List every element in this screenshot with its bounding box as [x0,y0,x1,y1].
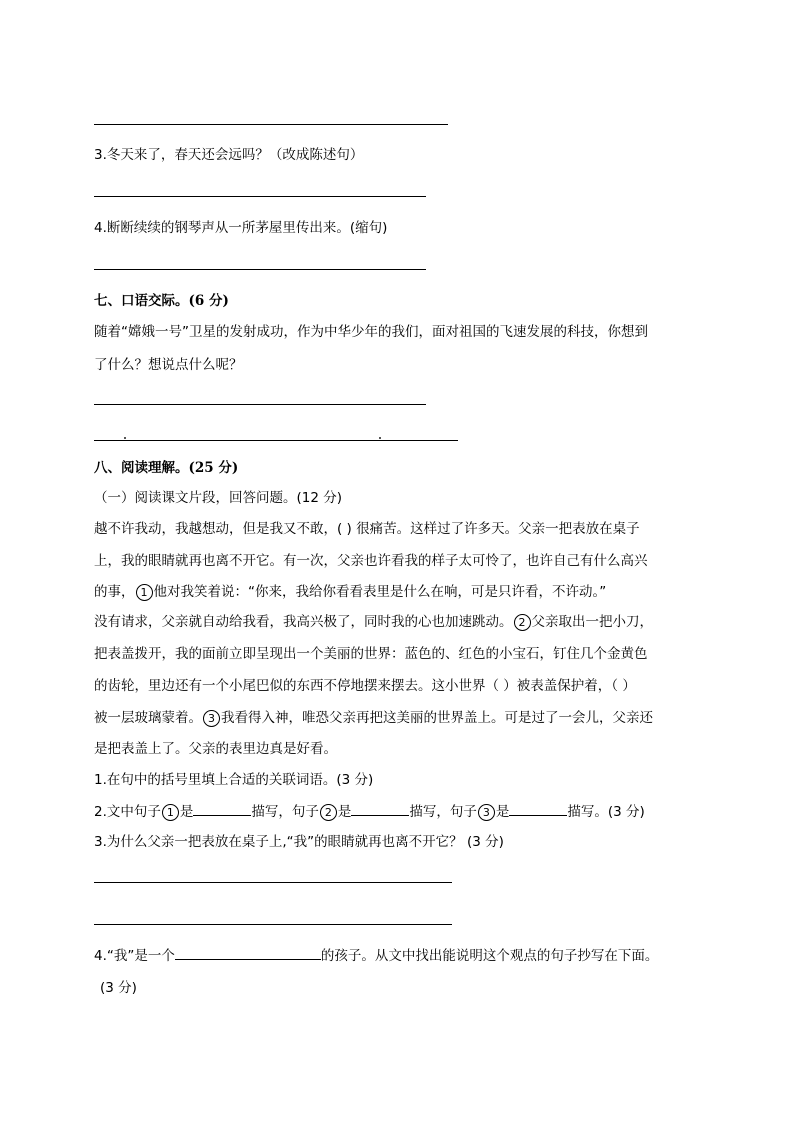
section-7-title: 七、口语交际。(6 分) [94,293,229,309]
circled-number-3: 3 [203,710,220,727]
passage-text: 没有请求，父亲就自动给我看，我高兴极了，同时我的心也加速跳动。 [94,614,513,630]
question-4: 4.断断续续的钢琴声从一所茅屋里传出来。(缩句) [94,220,388,236]
question-a3: 3.为什么父亲一把表放在桌子上,“我”的眼睛就再也离不开它？ (3 分) [94,834,504,850]
passage-line-8: 是把表盖上了。父亲的表里边真是好看。 [94,741,337,757]
fill-blank-4[interactable] [175,945,321,960]
question-a4 [94,944,658,964]
question-text: 的孩子。从文中找出能说明这个观点的句子抄写在下面。 [320,948,659,964]
speck-mark [124,437,126,439]
circled-number-2: 2 [514,614,531,631]
speck-mark [379,437,381,439]
answer-line-top[interactable] [94,124,448,125]
answer-line-a3-2[interactable] [94,924,452,925]
question-3: 3.冬天来了，春天还会远吗？（改成陈述句） [94,147,364,163]
circled-number-1: 1 [162,804,179,821]
question-text: 描写。(3 分) [567,804,645,820]
question-text: 描写，句子 [409,804,477,820]
question-text: 是 [179,804,194,820]
circled-number-2: 2 [320,804,337,821]
passage-line-7 [94,706,653,727]
question-a4-score: (3 分) [100,980,137,996]
passage-text: 他对我笑着说：“你来，我给你看看表里是什么在响，可是只许看，不许动。” [153,584,607,600]
question-a2 [94,800,645,821]
circled-number-3: 3 [478,804,495,821]
answer-line-a3-1[interactable] [94,882,452,883]
question-a1: 1.在句中的括号里填上合适的关联词语。(3 分) [94,772,374,788]
circled-number-1: 1 [136,584,153,601]
question-text: 是 [337,804,352,820]
passage-text: 被一层玻璃蒙着。 [94,710,202,726]
question-text: 是 [495,804,510,820]
section-7-text-line2: 了什么？想说点什么呢？ [94,357,243,373]
question-text: 2.文中句子 [94,804,161,820]
section-8-title: 八、阅读理解。(25 分) [94,460,239,476]
section-8-subtitle: （一）阅读课文片段，回答问题。(12 分) [94,490,343,506]
question-text: 描写，句子 [251,804,319,820]
section-7-text-line1: 随着“嫦娥一号”卫星的发射成功，作为中华少年的我们，面对祖国的飞速发展的科技，你想到 [94,324,648,340]
passage-text: 父亲取出一把小刀， [531,614,653,630]
passage-line-1: 越不许我动，我越想动，但是我又不敢，( ) 很痛苦。这样过了许多天。父亲一把表放在桌子 [94,521,640,537]
fill-blank-2[interactable] [351,801,409,816]
question-text: 4.“我”是一个 [94,948,175,964]
answer-line-sec7-2[interactable] [94,440,458,441]
passage-line-5: 把表盖拨开，我的面前立即呈现出一个美丽的世界：蓝色的、红色的小宝石，钉住几个金黄色 [94,646,648,662]
passage-text: 我看得入神，唯恐父亲再把这美丽的世界盖上。可是过了一会儿，父亲还 [221,710,653,726]
answer-line-q3[interactable] [94,196,426,197]
fill-blank-1[interactable] [193,801,251,816]
passage-text: 的事， [94,584,135,600]
fill-blank-3[interactable] [509,801,567,816]
passage-line-3 [94,580,606,601]
answer-line-q4[interactable] [94,269,426,270]
passage-line-6: 的齿轮，里边还有一个小尾巴似的东西不停地摆来摆去。这小世界（ ）被表盖保护着，（ ） [94,678,636,694]
answer-line-sec7-1[interactable] [94,404,426,405]
passage-line-4 [94,610,653,631]
passage-line-2: 上，我的眼睛就再也离不开它。有一次，父亲也许看我的样子太可怜了，也许自己有什么高兴 [94,553,648,569]
